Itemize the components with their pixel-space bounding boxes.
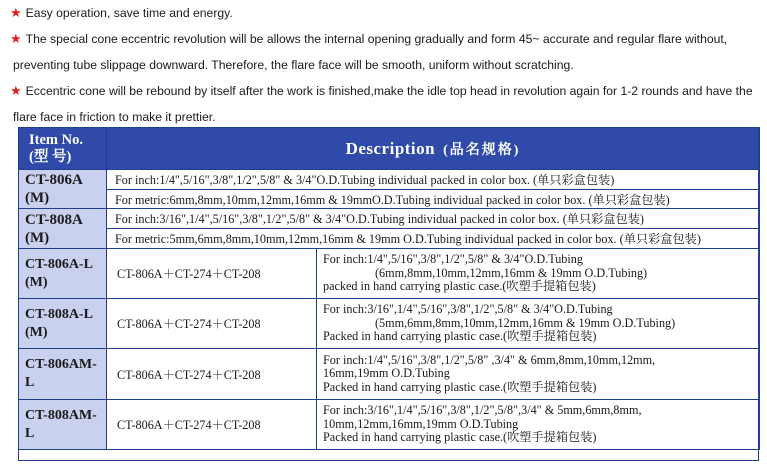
feature-bullet-3 bbox=[10, 78, 762, 104]
description-cell: For inch:1/4",5/16",3/8",1/2",5/8" & 3/4"O.D.Tubing individual packed in color box. (单只彩盒包装) bbox=[107, 170, 760, 190]
star-icon: ★ bbox=[10, 5, 22, 20]
star-icon: ★ bbox=[10, 83, 22, 98]
item-no-cell: CT-808A-L (M) bbox=[19, 299, 107, 349]
kit-cell: CT-806A＋CT-274＋CT-208 bbox=[107, 299, 317, 349]
feature-bullet-2 bbox=[10, 26, 762, 52]
item-no-cell: CT-806AM-L bbox=[19, 349, 107, 400]
description-cell: For inch:1/4",5/16",3/8",1/2",5/8" ,3/4" & 6mm,8mm,10mm,12mm, 16mm,19mm O.D.Tubing Packed in hand carrying plastic case.(吹塑手提箱包装) bbox=[317, 349, 760, 400]
bullet-text: Eccentric cone will be rebound by itself after the work is finished,make the idle top head in revolution again for 1-2 rounds and have the bbox=[25, 84, 753, 98]
description-cell: For inch:3/16",1/4",5/16",3/8",1/2",5/8" & 3/4"O.D.Tubing individual packed in color box. (单只彩盒包装) bbox=[107, 209, 760, 229]
table-frame bbox=[18, 127, 759, 461]
kit-cell: CT-806A＋CT-274＋CT-208 bbox=[107, 249, 317, 299]
item-no-cell: CT-808AM-L bbox=[19, 400, 107, 450]
item-no-cell: CT-806A (M) bbox=[19, 170, 107, 209]
item-no-header: Item No. (型 号) bbox=[19, 128, 107, 170]
feature-list bbox=[10, 0, 762, 130]
feature-bullet-3-cont: flare face in friction to make it prettier. bbox=[13, 110, 216, 124]
bullet-text: Easy operation, save time and energy. bbox=[25, 6, 233, 20]
kit-cell: CT-806A＋CT-274＋CT-208 bbox=[107, 400, 317, 450]
description-header: Description (品名规格) bbox=[107, 128, 760, 170]
description-cell: For inch:1/4",5/16",3/8",1/2",5/8" & 3/4"O.D.Tubing (6mm,8mm,10mm,12mm,16mm & 19mm O.D.Tubing) packed in hand carrying plastic case.(吹塑手提箱包装) bbox=[317, 249, 760, 299]
item-no-cell: CT-806A-L (M) bbox=[19, 249, 107, 299]
description-cell: For inch:3/16",1/4",5/16",3/8",1/2",5/8",3/4" & 5mm,6mm,8mm, 10mm,12mm,16mm,19mm O.D.Tubing Packed in hand carrying plastic case.(吹塑手提箱包装) bbox=[317, 400, 760, 450]
feature-bullet-1 bbox=[10, 0, 762, 26]
bullet-text: The special cone eccentric revolution will be allows the internal opening gradually and form 45~ accurate and regular flare without, bbox=[25, 32, 728, 46]
kit-cell: CT-806A＋CT-274＋CT-208 bbox=[107, 349, 317, 400]
description-cell: For metric:5mm,6mm,8mm,10mm,12mm,16mm & 19mm O.D.Tubing individual packed in color box. (单只彩盒包装) bbox=[107, 229, 760, 249]
feature-bullet-2-cont: preventing tube slippage downward. Therefore, the flare face will be smooth, uniform without scratching. bbox=[13, 58, 574, 72]
item-no-cell: CT-808A (M) bbox=[19, 209, 107, 249]
description-cell: For metric:6mm,8mm,10mm,12mm,16mm & 19mmO.D.Tubing individual packed in color box. (单只彩盒包装) bbox=[107, 190, 760, 209]
star-icon: ★ bbox=[10, 31, 22, 46]
description-cell: For inch:3/16",1/4",5/16",3/8",1/2",5/8" & 3/4"O.D.Tubing (5mm,6mm,8mm,10mm,12mm,16mm & 19mm O.D.Tubing) Packed in hand carrying plastic case.(吹塑手提箱包装) bbox=[317, 299, 760, 349]
